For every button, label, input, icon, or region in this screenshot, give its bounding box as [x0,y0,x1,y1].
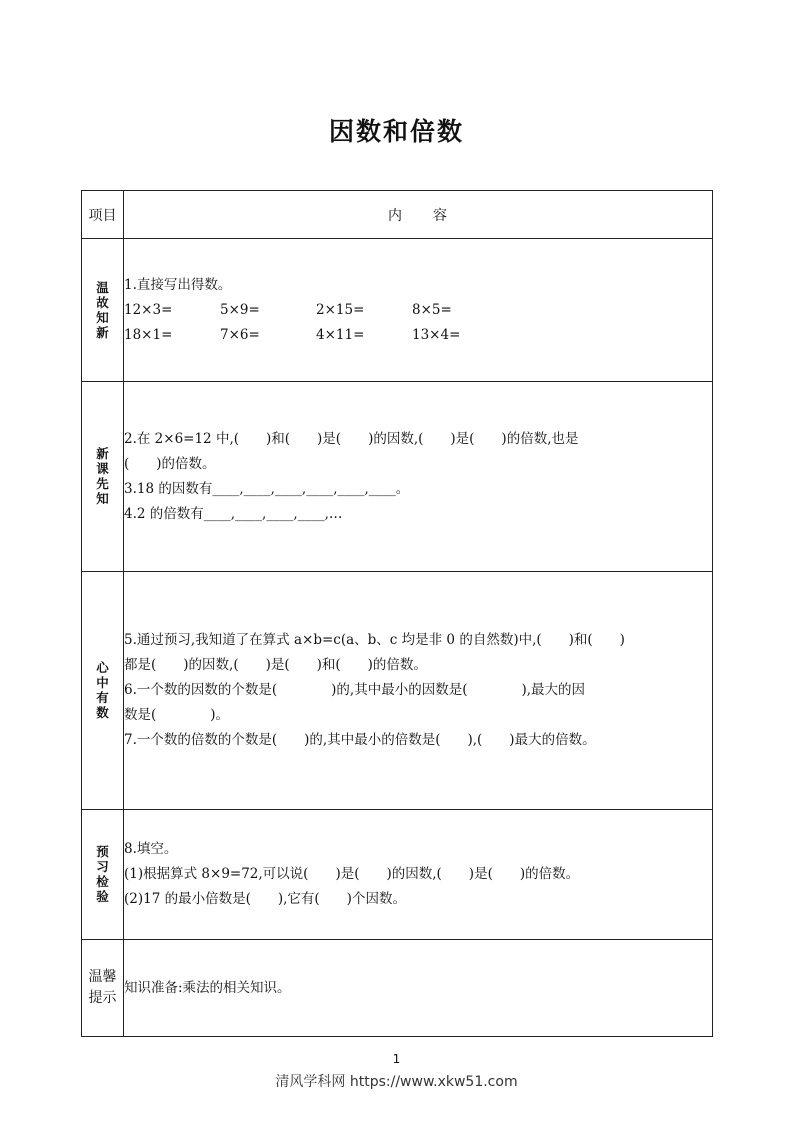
calc-item: 8×5= [412,301,452,318]
calc-item: 12×3= [124,301,173,318]
question-line: (2)17 的最小倍数是( ),它有( )个因数。 [124,891,406,907]
question-line: 8.填空。 [124,841,178,857]
section-content [124,572,713,810]
section-label-cell [82,239,124,382]
section-content [124,940,713,1037]
section-label-cell [82,810,124,940]
section-check-row [82,810,713,940]
section-label: 心中有数 [96,660,109,720]
section-content [124,810,713,940]
header-content-label: 内 容 [388,207,448,224]
footer-watermark: 清风学科网 https://www.xkw51.com [275,1074,518,1090]
section-label: 温馨提示 [88,969,117,1006]
question-line: 数是( )。 [124,707,230,723]
question-line: 7.一个数的倍数的个数是( )的,其中最小的倍数是( ),( )最大的倍数。 [124,732,596,748]
calc-item: 4×11= [316,326,365,343]
question-line: 6.一个数的因数的个数是( )的,其中最小的因数是( ),最大的因 [124,682,586,698]
question-line: 4.2 的倍数有____,____,____,____,… [124,505,343,522]
question-line: 3.18 的因数有____,____,____,____,____,____。 [124,480,410,497]
section-review-row [82,239,713,382]
section-label-cell [82,572,124,810]
calc-item: 7×6= [220,326,260,343]
section-content [124,239,713,382]
section-summary-row [82,572,713,810]
question-line: 2.在 2×6=12 中,( )和( )是( )的因数,( )是( )的倍数,也是 [124,430,579,447]
section-label-cell [82,940,124,1037]
table-header-row [82,191,713,239]
worksheet-table [81,190,713,1037]
tip-line: 知识准备:乘法的相关知识。 [124,979,291,996]
page-number: 1 [392,1052,401,1066]
calc-item: 13×4= [412,326,461,343]
question-line: 5.通过预习,我知道了在算式 a×b=c(a、b、c 均是非 0 的自然数)中,( )和( ) [124,632,625,648]
section-label: 预习检验 [96,844,109,904]
section-content [124,382,713,572]
section-tip-row [82,940,713,1037]
question-line: ( )的倍数。 [124,455,216,472]
section-label: 新课先知 [96,446,109,506]
header-item-cell [82,191,124,239]
section-label: 温故知新 [96,279,109,340]
question-line: (1)根据算式 8×9=72,可以说( )是( )的因数,( )是( )的倍数。 [124,866,580,882]
calc-row [124,298,712,323]
header-item-label: 项目 [88,207,117,224]
header-content-cell [124,191,713,239]
question-line: 都是( )的因数,( )是( )和( )的倍数。 [124,657,427,673]
calc-item: 2×15= [316,301,365,318]
calc-item: 5×9= [220,301,260,318]
section-preview-row [82,382,713,572]
section-label-cell [82,382,124,572]
calc-row [124,323,712,348]
calc-item: 18×1= [124,326,173,343]
question-line: 1.直接写出得数。 [124,276,232,293]
page-title: 因数和倍数 [328,117,464,146]
